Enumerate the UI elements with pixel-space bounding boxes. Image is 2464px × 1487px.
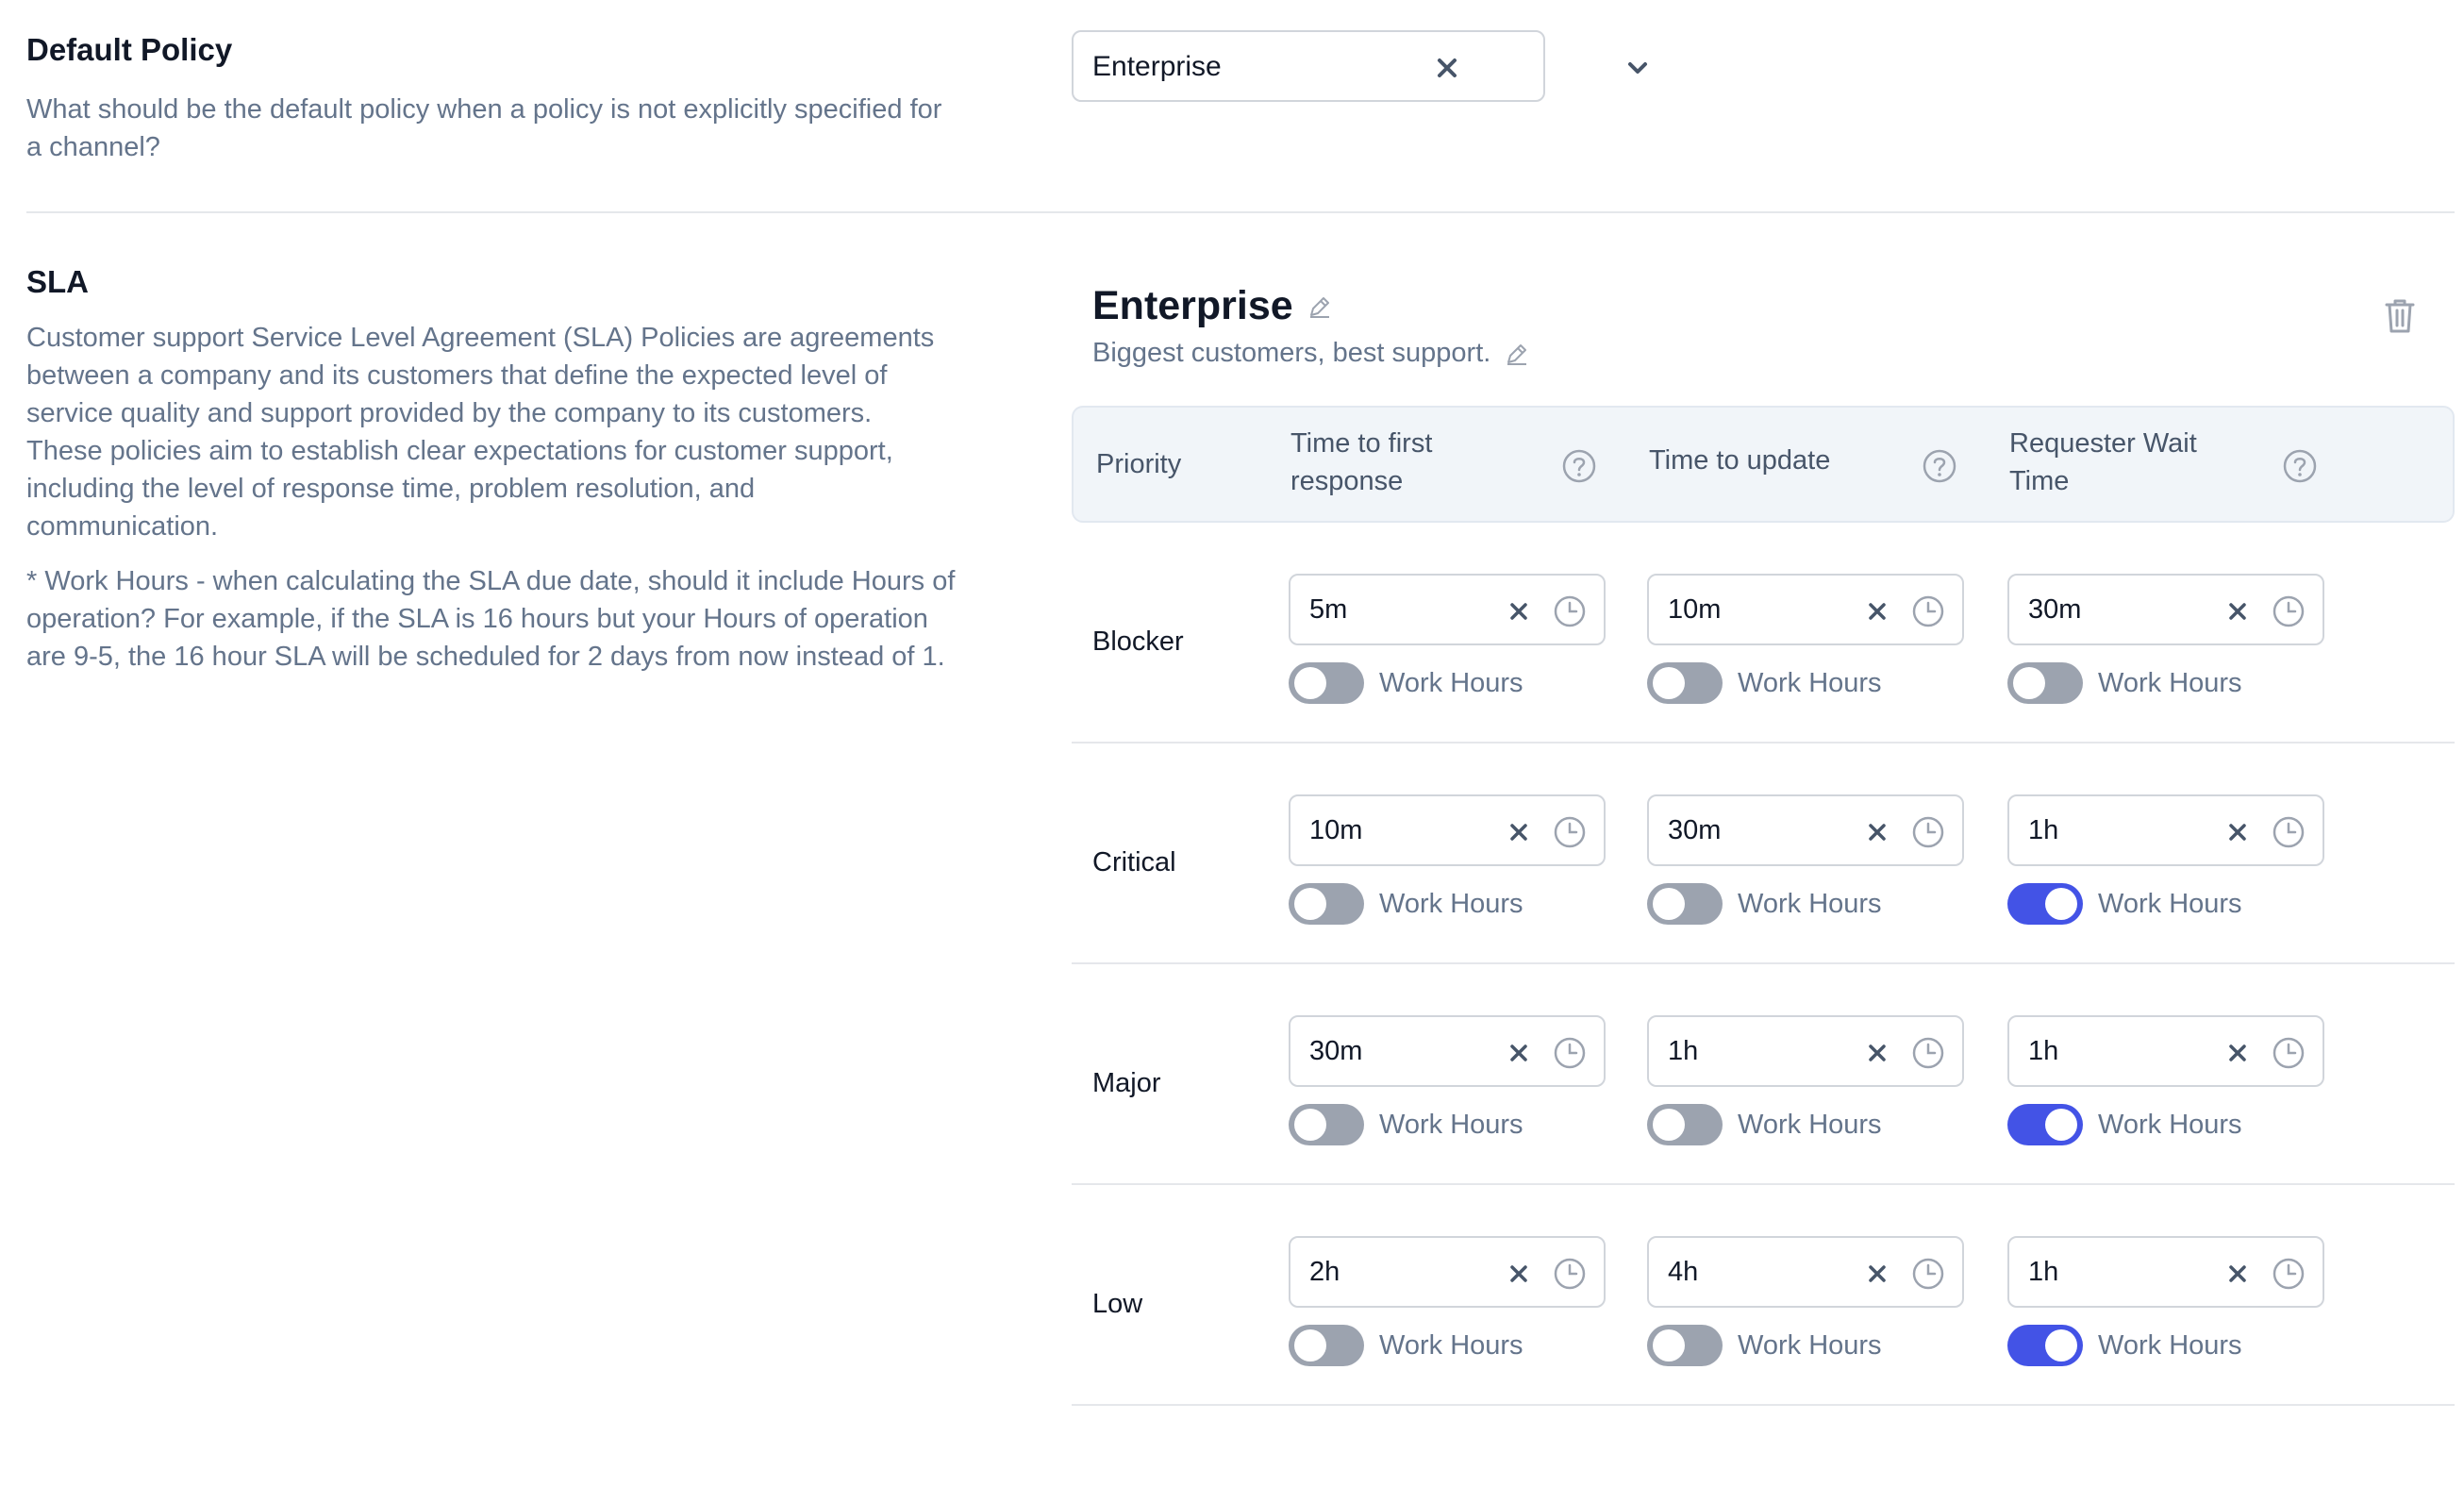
clock-icon[interactable]: [1909, 1255, 1947, 1293]
clear-icon[interactable]: [2219, 1255, 2256, 1293]
sla-row-major: [1072, 964, 2455, 1185]
toggle-knob: [1294, 888, 1326, 920]
header-time-to-first-response: Time to first response: [1290, 428, 1433, 496]
update-input[interactable]: [1647, 574, 1964, 645]
work-hours-control: [1289, 662, 1606, 704]
clock-icon[interactable]: [1909, 593, 1947, 630]
work-hours-toggle[interactable]: [2007, 662, 2083, 704]
work-hours-toggle[interactable]: [2007, 1104, 2083, 1145]
work-hours-control: [1647, 662, 1964, 704]
policy-description: Biggest customers, best support.: [1092, 338, 1491, 368]
clear-icon[interactable]: [1500, 813, 1538, 851]
work-hours-label: Work Hours: [1738, 1329, 1882, 1361]
work-hours-toggle[interactable]: [1289, 883, 1364, 925]
wait-time-input[interactable]: [2007, 1015, 2324, 1087]
toggle-knob: [1294, 1109, 1326, 1141]
duration-value: 30m: [1668, 815, 1722, 845]
header-priority: Priority: [1096, 449, 1182, 479]
duration-value: 1h: [1668, 1036, 1699, 1066]
work-hours-label: Work Hours: [1738, 1109, 1882, 1140]
duration-value: 30m: [2028, 594, 2082, 625]
wait-time-input[interactable]: [2007, 574, 2324, 645]
clear-icon[interactable]: [1500, 1255, 1538, 1293]
clear-icon[interactable]: [2219, 593, 2256, 630]
default-policy-select[interactable]: [1072, 30, 1545, 102]
update-cell: [1647, 794, 1964, 925]
priority-label: Critical: [1092, 847, 1176, 877]
work-hours-toggle[interactable]: [1289, 662, 1364, 704]
update-input[interactable]: [1647, 1236, 1964, 1308]
section-divider: [26, 211, 2455, 213]
work-hours-label: Work Hours: [2098, 1109, 2242, 1140]
wait-time-input[interactable]: [2007, 794, 2324, 866]
work-hours-control: [2007, 662, 2324, 704]
wait-time-cell: [2007, 1015, 2324, 1145]
clock-icon[interactable]: [1551, 1255, 1589, 1293]
chevron-down-icon[interactable]: [1615, 45, 1660, 91]
toggle-knob: [1653, 1329, 1685, 1362]
sla-row-low: [1072, 1185, 2455, 1406]
work-hours-toggle[interactable]: [1647, 883, 1723, 925]
duration-value: 10m: [1668, 594, 1722, 625]
work-hours-control: [2007, 1104, 2324, 1145]
clock-icon[interactable]: [1551, 593, 1589, 630]
work-hours-label: Work Hours: [2098, 888, 2242, 919]
first-response-cell: [1289, 574, 1606, 704]
first-response-input[interactable]: [1289, 574, 1606, 645]
work-hours-label: Work Hours: [1379, 1329, 1523, 1361]
update-input[interactable]: [1647, 794, 1964, 866]
duration-value: 1h: [2028, 1257, 2059, 1287]
duration-value: 10m: [1309, 815, 1363, 845]
clock-icon[interactable]: [1551, 1034, 1589, 1072]
work-hours-toggle[interactable]: [1289, 1325, 1364, 1366]
default-policy-value: Enterprise: [1092, 51, 1222, 82]
toggle-knob: [1653, 667, 1685, 699]
sla-row-blocker: [1072, 523, 2455, 744]
work-hours-control: [1647, 883, 1964, 925]
header-requester-wait-time: Requester Wait Time: [2009, 428, 2197, 496]
clock-icon[interactable]: [2270, 1034, 2307, 1072]
work-hours-toggle[interactable]: [1647, 1325, 1723, 1366]
first-response-help-icon[interactable]: [1560, 447, 1598, 485]
toggle-knob: [1294, 667, 1326, 699]
first-response-cell: [1289, 1236, 1606, 1366]
duration-value: 4h: [1668, 1257, 1699, 1287]
work-hours-control: [1289, 1104, 1606, 1145]
first-response-cell: [1289, 1015, 1606, 1145]
work-hours-label: Work Hours: [2098, 1329, 2242, 1361]
work-hours-control: [2007, 1325, 2324, 1366]
clear-icon[interactable]: [1858, 813, 1896, 851]
update-cell: [1647, 574, 1964, 704]
work-hours-control: [1647, 1325, 1964, 1366]
clock-icon[interactable]: [2270, 1255, 2307, 1293]
clear-icon[interactable]: [1858, 593, 1896, 630]
toggle-knob: [2045, 888, 2077, 920]
work-hours-note: * Work Hours - when calculating the SLA due date, should it include Hours of operation? For example, if the SLA is 16 hours but your Hours of operation are 9-5, the 16 hour SLA will be scheduled for 2 days from now instead of 1.: [26, 566, 956, 672]
clear-icon[interactable]: [1500, 1034, 1538, 1072]
work-hours-label: Work Hours: [1379, 1109, 1523, 1140]
first-response-cell: [1289, 794, 1606, 925]
default-policy-title: Default Policy: [26, 32, 233, 67]
clock-icon[interactable]: [1909, 1034, 1947, 1072]
clear-icon[interactable]: [1858, 1034, 1896, 1072]
toggle-knob: [1653, 888, 1685, 920]
policy-description-row: [1092, 338, 1530, 369]
wait-time-cell: [2007, 794, 2324, 925]
work-hours-toggle[interactable]: [2007, 883, 2083, 925]
delete-policy-trash-icon[interactable]: [2377, 292, 2422, 338]
wait-time-cell: [2007, 574, 2324, 704]
work-hours-label: Work Hours: [2098, 667, 2242, 698]
update-cell: [1647, 1015, 1964, 1145]
update-help-icon[interactable]: [1921, 447, 1958, 485]
wait-time-input[interactable]: [2007, 1236, 2324, 1308]
toggle-knob: [2045, 1109, 2077, 1141]
duration-value: 1h: [2028, 815, 2059, 845]
toggle-knob: [1294, 1329, 1326, 1362]
policy-name-row: [1092, 283, 1333, 329]
sla-description: Customer support Service Level Agreement (SLA) Policies are agreements between a company and its customers that define the expected level of service quality and support provided by the company to its customers. These policies aim to establish clear expectations for customer support, including the level of response time, problem resolution, and communication.: [26, 323, 935, 542]
clock-icon[interactable]: [1909, 813, 1947, 851]
wait-time-cell: [2007, 1236, 2324, 1366]
work-hours-toggle[interactable]: [1647, 662, 1723, 704]
clear-icon[interactable]: [2219, 813, 2256, 851]
clock-icon[interactable]: [1551, 813, 1589, 851]
work-hours-toggle[interactable]: [2007, 1325, 2083, 1366]
toggle-knob: [2013, 667, 2045, 699]
clear-icon[interactable]: [1858, 1255, 1896, 1293]
duration-value: 30m: [1309, 1036, 1363, 1066]
first-response-input[interactable]: [1289, 1015, 1606, 1087]
wait-time-help-icon[interactable]: [2281, 447, 2319, 485]
header-time-to-update: Time to update: [1649, 445, 1831, 476]
sla-table-header: [1072, 406, 2455, 523]
work-hours-control: [1289, 1325, 1606, 1366]
policy-name: Enterprise: [1092, 283, 1293, 328]
priority-label: Low: [1092, 1289, 1143, 1319]
first-response-input[interactable]: [1289, 794, 1606, 866]
work-hours-label: Work Hours: [1738, 667, 1882, 698]
work-hours-label: Work Hours: [1379, 888, 1523, 919]
priority-label: Major: [1092, 1068, 1161, 1098]
work-hours-label: Work Hours: [1738, 888, 1882, 919]
work-hours-control: [2007, 883, 2324, 925]
first-response-input[interactable]: [1289, 1236, 1606, 1308]
clock-icon[interactable]: [2270, 593, 2307, 630]
work-hours-toggle[interactable]: [1647, 1104, 1723, 1145]
edit-description-pencil-icon[interactable]: [1504, 341, 1530, 367]
work-hours-control: [1289, 883, 1606, 925]
sla-title: SLA: [26, 264, 89, 299]
duration-value: 5m: [1309, 594, 1348, 625]
duration-value: 2h: [1309, 1257, 1340, 1287]
clear-icon[interactable]: [1500, 593, 1538, 630]
update-cell: [1647, 1236, 1964, 1366]
clock-icon[interactable]: [2270, 813, 2307, 851]
update-input[interactable]: [1647, 1015, 1964, 1087]
edit-name-pencil-icon[interactable]: [1307, 293, 1333, 320]
clear-icon[interactable]: [2219, 1034, 2256, 1072]
priority-label: Blocker: [1092, 627, 1184, 657]
work-hours-label: Work Hours: [1379, 667, 1523, 698]
sla-row-critical: [1072, 744, 2455, 964]
work-hours-toggle[interactable]: [1289, 1104, 1364, 1145]
toggle-knob: [2045, 1329, 2077, 1362]
work-hours-control: [1647, 1104, 1964, 1145]
clear-icon[interactable]: [1424, 45, 1470, 91]
duration-value: 1h: [2028, 1036, 2059, 1066]
toggle-knob: [1653, 1109, 1685, 1141]
default-policy-description: What should be the default policy when a policy is not explicitly specified for a channel?: [26, 94, 942, 162]
